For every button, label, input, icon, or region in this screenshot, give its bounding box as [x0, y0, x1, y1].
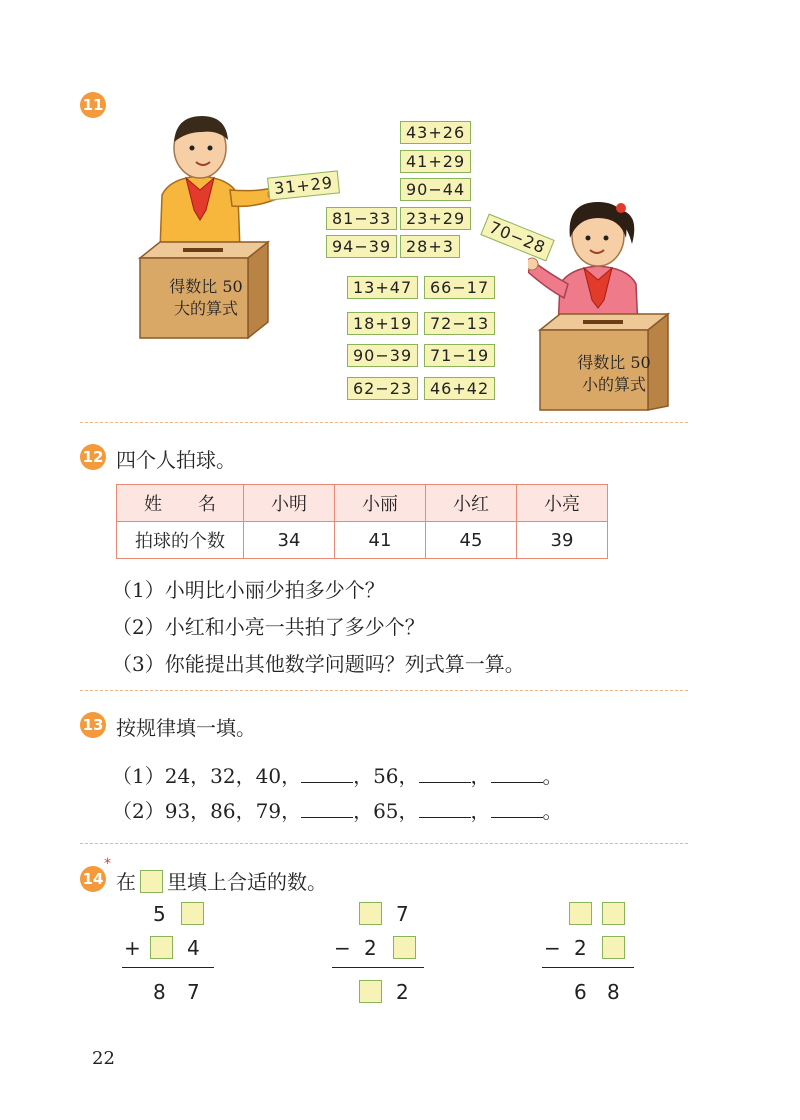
box-symbol — [140, 870, 163, 893]
sequence-text: 。 — [542, 764, 563, 788]
expression-card: 72−13 — [424, 312, 495, 335]
expression-card: 90−39 — [347, 344, 418, 367]
expression-card: 62−23 — [347, 377, 418, 400]
answer-blank[interactable] — [419, 799, 471, 818]
table-header-cell: 小亮 — [517, 485, 608, 522]
sequence-row — [112, 760, 563, 789]
answer-box[interactable] — [150, 936, 173, 959]
digit: 8 — [607, 980, 620, 1004]
answer-blank[interactable] — [419, 764, 471, 783]
expression-card: 18+19 — [347, 312, 418, 335]
table-cell: 41 — [335, 522, 426, 559]
answer-box[interactable] — [602, 936, 625, 959]
question-number-badge: 12 — [80, 444, 106, 470]
answer-box[interactable] — [359, 980, 382, 1003]
right-box-label: 得数比 50 小的算式 — [577, 353, 651, 394]
question-title: 按规律填一填。 — [116, 716, 256, 740]
answer-blank[interactable] — [491, 764, 543, 783]
digit: 5 — [153, 902, 166, 926]
table-header-cell: 姓 名 — [117, 485, 244, 522]
sequence-text: ， — [470, 799, 491, 823]
sub-question: （1）小明比小丽少拍多少个？ — [112, 578, 385, 602]
answer-box[interactable] — [602, 902, 625, 925]
table-header-row — [117, 485, 608, 522]
boy-illustration — [140, 110, 280, 250]
digit: 4 — [187, 936, 200, 960]
page-number: 22 — [92, 1048, 115, 1069]
ball-count-table — [116, 484, 608, 559]
difference-line — [332, 967, 424, 968]
expression-card: 28+3 — [400, 235, 460, 258]
answer-blank[interactable] — [491, 799, 543, 818]
question-number-badge: 14 — [80, 866, 106, 892]
digit: 2 — [364, 936, 377, 960]
expression-card: 13+47 — [347, 276, 418, 299]
title-text: 在 — [116, 870, 136, 894]
answer-box[interactable] — [181, 902, 204, 925]
sequence-row — [112, 795, 563, 824]
table-cell: 34 — [244, 522, 335, 559]
digit: 2 — [574, 936, 587, 960]
difference-line — [542, 967, 634, 968]
sub-question: （2）小红和小亮一共拍了多少个？ — [112, 615, 425, 639]
expression-card: 23+29 — [400, 207, 471, 230]
expression-card: 90−44 — [400, 178, 471, 201]
expression-card: 46+42 — [424, 377, 495, 400]
expression-card: 81−33 — [326, 207, 397, 230]
expression-card: 43+26 — [400, 121, 471, 144]
expression-card: 71−19 — [424, 344, 495, 367]
operator: − — [334, 936, 351, 960]
sequence-text: ，56， — [353, 764, 419, 788]
section-divider — [80, 843, 688, 844]
table-row — [117, 522, 608, 559]
answer-box[interactable] — [393, 936, 416, 959]
digit: 8 — [153, 980, 166, 1004]
digit: 7 — [396, 902, 409, 926]
answer-box[interactable] — [569, 902, 592, 925]
girl-illustration — [528, 188, 668, 328]
digit: 2 — [396, 980, 409, 1004]
question-title — [116, 866, 327, 895]
expression-card: 94−39 — [326, 235, 397, 258]
digit: 7 — [187, 980, 200, 1004]
question-number-badge: 11 — [80, 92, 106, 118]
digit: 6 — [574, 980, 587, 1004]
sequence-text: ，65， — [353, 799, 419, 823]
question-number-badge: 13 — [80, 712, 106, 738]
question-title: 四个人拍球。 — [116, 448, 236, 472]
sequence-text: ， — [470, 764, 491, 788]
left-box-label: 得数比 50 大的算式 — [169, 277, 243, 318]
operator: − — [544, 936, 561, 960]
girl-expression-card: 70−28 — [480, 214, 555, 262]
table-header-cell: 小明 — [244, 485, 335, 522]
table-cell: 45 — [426, 522, 517, 559]
table-header-cell: 小丽 — [335, 485, 426, 522]
sum-line — [122, 967, 214, 968]
section-divider — [80, 422, 688, 423]
sequence-text: （2）93，86，79， — [112, 799, 302, 823]
sequence-text: （1）24，32，40， — [112, 764, 302, 788]
title-text: 里填上合适的数。 — [167, 870, 327, 894]
section-divider — [80, 690, 688, 691]
answer-box[interactable] — [359, 902, 382, 925]
expression-card: 66−17 — [424, 276, 495, 299]
table-row-label: 拍球的个数 — [117, 522, 244, 559]
table-cell: 39 — [517, 522, 608, 559]
answer-blank[interactable] — [301, 799, 353, 818]
operator: + — [124, 936, 141, 960]
expression-card: 41+29 — [400, 150, 471, 173]
optional-star: * — [104, 856, 111, 872]
boy-expression-card: 31+29 — [267, 170, 340, 200]
answer-blank[interactable] — [301, 764, 353, 783]
sub-question: （3）你能提出其他数学问题吗？列式算一算。 — [112, 652, 525, 676]
sequence-text: 。 — [542, 799, 563, 823]
table-header-cell: 小红 — [426, 485, 517, 522]
